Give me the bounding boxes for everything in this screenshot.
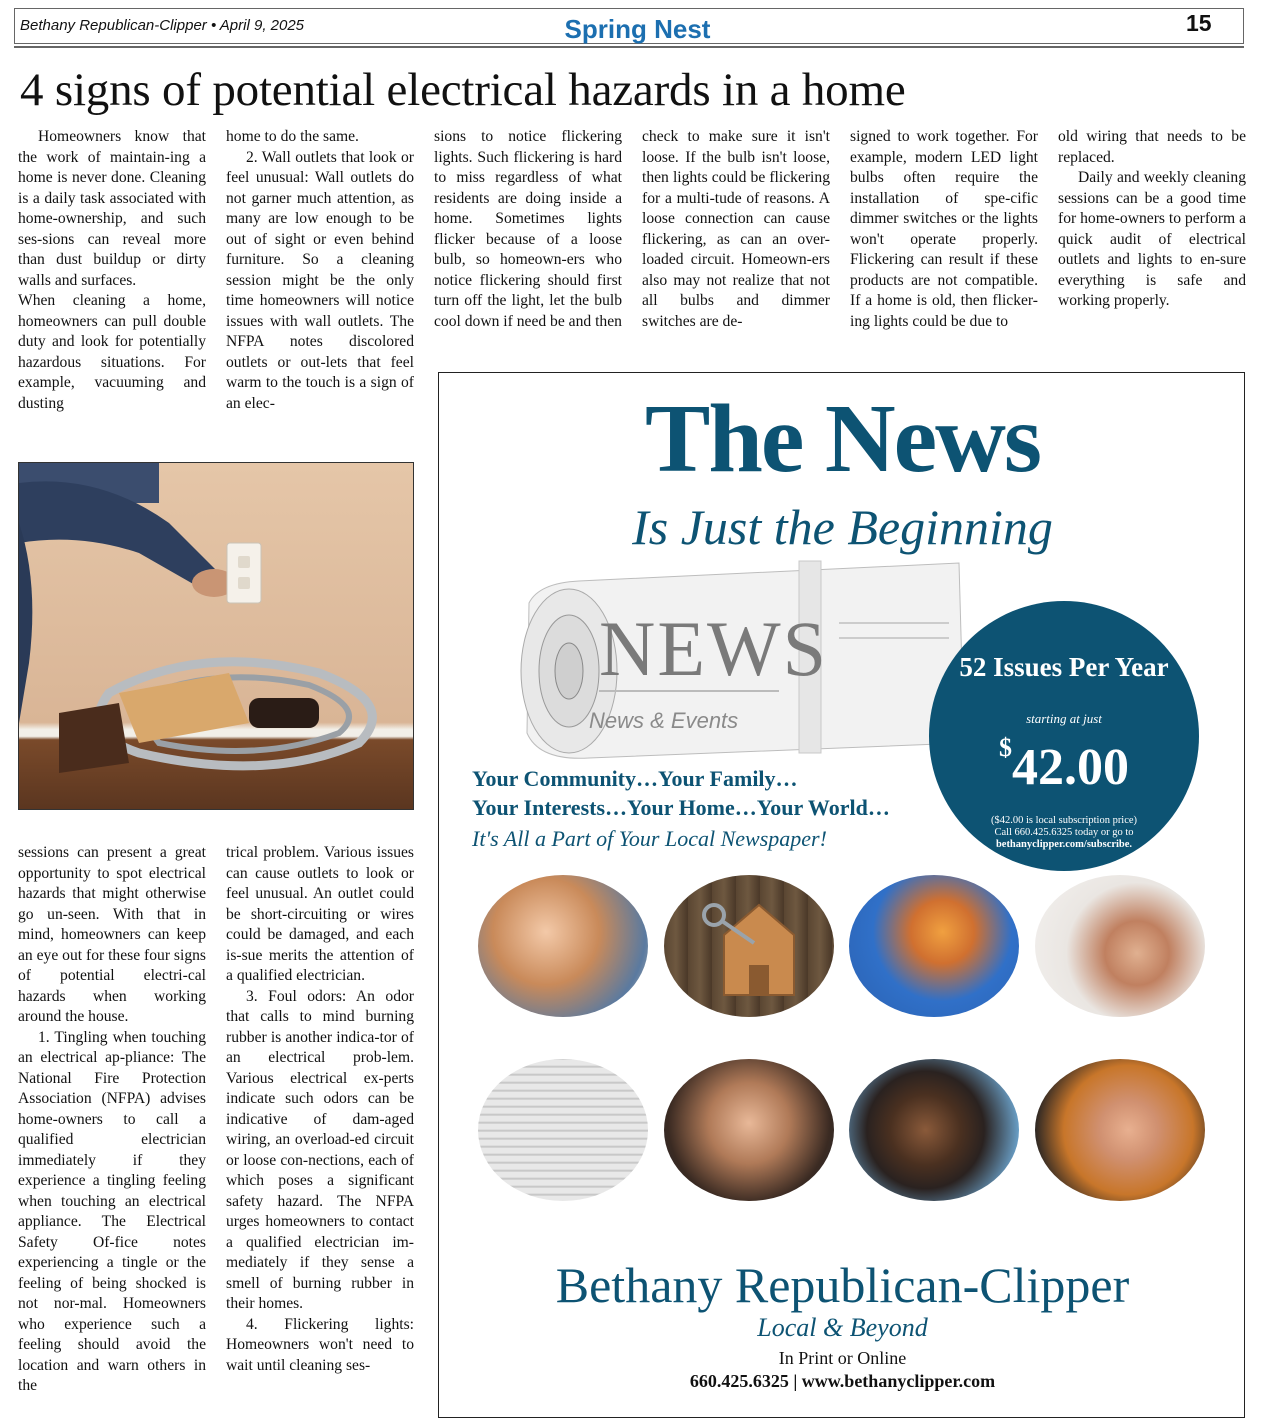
- ad-tagline-2: Your Interests…Your Home…Your World…: [472, 795, 890, 820]
- article-column-6-top: [1058, 127, 1246, 312]
- paragraph: 3. Foul odors: An odor that calls to mind burning rubber is another indica-tor of an electrical prob-lem. Various electrical ex-perts indicate such odors can be indicative of dam-aged wiring, an overload-ed circuit or loose con-nections, each of which poses a significant safety hazard. The NFPA urges homeowners to contact a qualified electrician im-mediately if they sense a smell of burning rubber in their homes.: [226, 987, 414, 1312]
- paper-masthead: NEWS: [599, 605, 828, 692]
- paragraph: old wiring that needs to be replaced.: [1058, 128, 1246, 166]
- paragraph: sions to notice flickering lights. Such flickering is hard to miss regardless of what residents are doing inside a home. Sometimes lights flicker because of a loose bulb, so homeown-ers who notice flickering should first turn off the light, let the bulb cool down if need be and then: [434, 128, 622, 330]
- header-rule: [14, 46, 1244, 48]
- paragraph: When cleaning a home, homeowners can pull double duty and look for potentially hazardous situations. For example, vacuuming and dusting: [18, 292, 206, 412]
- rolled-newspaper-illustration: [509, 543, 969, 783]
- price-note: [959, 815, 1169, 851]
- article-column-1-bottom: [18, 843, 206, 1397]
- article-column-4-top: [642, 127, 830, 332]
- paragraph: trical problem. Various issues can cause outlets to look or feel unusual. An outlet could be short-circuiting or wires could be damaged, and each is-sue merits the attention of a qualified electrician.: [226, 844, 414, 984]
- electrician-photo: [18, 462, 414, 810]
- article-headline: 4 signs of potential electrical hazards in a home: [20, 64, 906, 116]
- house-key-photo: [664, 875, 834, 1017]
- article-column-1-top: [18, 127, 206, 414]
- paragraph: 1. Tingling when touching an electrical ap-pliance: The National Fire Protection Association (NFPA) advises home-owners to call a qualified electrician immediately if they experience a tingling feeling when touching an electrical appliance. The Electrical Safety Of-fice notes experiencing a tingle or the feeling of being shocked is not nor-mal. Homeowners who experience such a feeling should avoid the location and warn others in the: [18, 1028, 206, 1394]
- teen-girls-photo: [664, 1059, 834, 1201]
- page-number: 15: [1186, 10, 1212, 36]
- article-column-2-bottom: [226, 843, 414, 1376]
- house-key-icon: [664, 875, 834, 1017]
- friends-toasting-photo: [478, 875, 648, 1017]
- newspaper-brand-tagline: Local & Beyond: [757, 1313, 928, 1342]
- section-title: Spring Nest: [564, 14, 711, 44]
- price-badge: [929, 601, 1199, 871]
- woman-on-phone-photo: [849, 875, 1019, 1017]
- price-note-line: Call 660.425.6325 today or go to: [994, 827, 1134, 838]
- price-note-line: ($42.00 is local subscription price): [990, 815, 1138, 826]
- electrician-illustration: [19, 463, 414, 810]
- paragraph: home to do the same.: [226, 128, 359, 145]
- paragraph: 4. Flickering lights: Homeowners won't need to wait until cleaning ses-: [226, 1315, 414, 1374]
- price-value: 42.00: [1012, 739, 1129, 796]
- ad-tagline-1: Your Community…Your Family…: [472, 766, 798, 791]
- ad-title: The News: [644, 385, 1041, 493]
- article-column-5-top: [850, 127, 1038, 332]
- man-with-dog-photo: [1035, 875, 1205, 1017]
- subscribe-url: bethanyclipper.com/subscribe.: [995, 839, 1133, 850]
- ad-tagline-3: It's All a Part of Your Local Newspaper!: [472, 826, 827, 851]
- article-column-3-top: [434, 127, 622, 332]
- reading-newspaper-photo: [478, 1059, 648, 1201]
- currency-symbol: $: [999, 733, 1012, 762]
- newspaper-brand-name: Bethany Republican-Clipper: [555, 1257, 1130, 1313]
- paragraph: signed to work together. For example, modern LED light bulbs often require the installation of spe-cific dimmer switches or the lights won't operate properly. Flickering can result if these products are not compatible. If a home is old, then flicker-ing lights could be due to: [850, 128, 1038, 330]
- newspaper-medium: In Print or Online: [778, 1348, 907, 1368]
- paragraph: 2. Wall outlets that look or feel unusual: Wall outlets do not garner much attention, as many are low enough to be out of sight or even behind furniture. So a cleaning session might be the only time homeowners will notice issues with wall outlets. The NFPA notes discolored outlets or out-lets that feel warm to the touch is a sign of an elec-: [226, 148, 414, 412]
- subscription-ad: [438, 372, 1245, 1418]
- mother-daughter-photo: [849, 1059, 1019, 1201]
- paper-section: News & Events: [589, 708, 739, 733]
- paragraph: Daily and weekly cleaning sessions can be a good time for home-owners to perform a quick audit of electrical outlets and lights to en-sure everything is safe and working properly.: [1058, 169, 1246, 309]
- paragraph: check to make sure it isn't loose. If the bulb isn't loose, then lights could be flickering for a multi-tude of reasons. A loose connection can cause flickering, as can an over-loaded circuit. Homeown-ers also may not realize that not all bulbs and dimmer switches are de-: [642, 128, 830, 330]
- paragraph: sessions can present a great opportunity to spot electrical hazards that might otherwise go un-seen. With that in mind, homeowners can keep an eye out for these four signs of potential electri-cal hazards when working around the house.: [18, 844, 206, 1025]
- article-column-2-top: [226, 127, 414, 414]
- publication-date: Bethany Republican-Clipper • April 9, 2025: [20, 17, 305, 34]
- laughing-grandpa-photo: [1035, 1059, 1205, 1201]
- paragraph: Homeowners know that the work of maintain-ing a home is never done. Cleaning is a daily task associated with home-ownership, and such ses-sions can reveal more than dust buildup or dirty walls and surfaces.: [18, 128, 206, 289]
- newspaper-contact: 660.425.6325 | www.bethanyclipper.com: [689, 1371, 996, 1391]
- starting-at-label: starting at just: [1026, 711, 1102, 726]
- issues-per-year: 52 Issues Per Year: [959, 652, 1169, 682]
- price: [929, 733, 1199, 797]
- ad-subtitle: Is Just the Beginning: [632, 499, 1053, 555]
